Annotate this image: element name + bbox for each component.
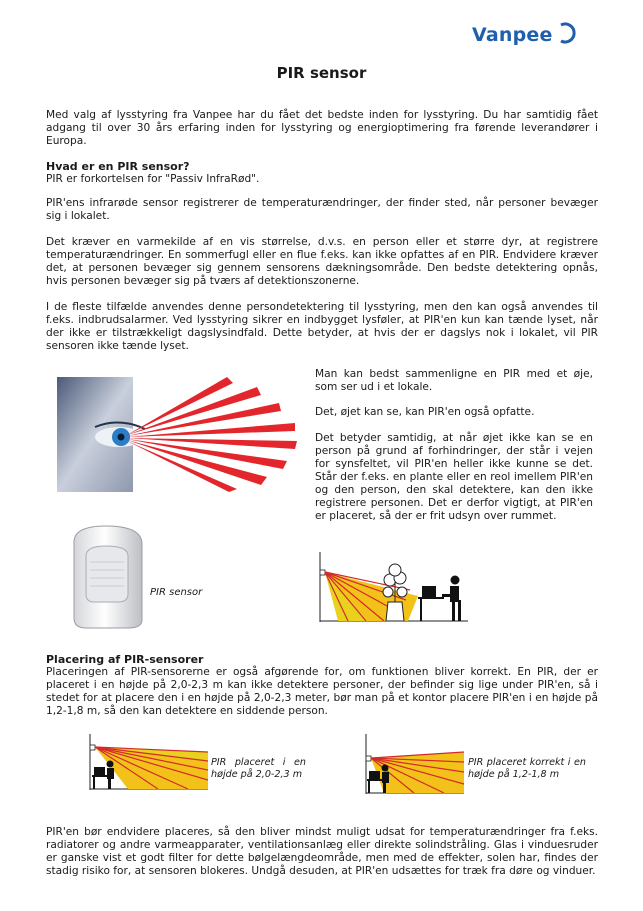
placement-high-diagram	[88, 734, 208, 790]
page-title: PIR sensor	[276, 64, 367, 82]
pir-sensor-icon	[90, 745, 95, 750]
brand-logo	[472, 22, 577, 46]
section2-heading: Placering af PIR-sensorer	[46, 653, 204, 666]
pir-sensor-device	[68, 522, 148, 632]
section1-p1: PIR er forkortelsen for "Passiv InfraRød".	[46, 173, 260, 185]
right-p2: Det, øjet kan se, kan PIR'en også opfatte.	[315, 406, 535, 418]
final-paragraph: PIR'en bør endvidere placeres, så den bliver mindst muligt udsat for temperaturændringer fra f.eks. radiatorer og andre varmeapparater, ventilationsanlæg eller direkte solindstråling. Glas i vinduesruder er ganske vist et godt filter for dette bølgelængdeområde, men med de effekter, solen har, findes der stadig risiko for, at sensoren blokeres. Undgå desuden, at PIR'en udsættes for træk fra døre og vinduer.	[46, 826, 598, 877]
plant-icon	[383, 564, 407, 621]
section1-p2: PIR'ens infrarøde sensor registrerer de temperaturændringer, der finder sted, når personer bevæger sig i lokalet.	[46, 197, 598, 222]
section2-p1: Placeringen af PIR-sensorerne er også afgørende for, om funktionen bliver korrekt. En PIR, der er placeret i en højde på 2,0-2,3 m kan ikke detektere personer, der befinder sig lige under PIR'en, så i stedet for at placere den i en højde på 2,0-2,3 meter, bør man på et kontor placere PIR'en i en højde på 1,2-1,8 m, så den kan detektere en siddende person.	[46, 666, 598, 717]
section1-p4: I de fleste tilfælde anvendes denne persondetektering til lysstyring, men den kan også anvendes til f.eks. indbrudsalarmer. Ved lysstyring sikrer en indbygget lysføler, at PIR'en kun kan tænde lyset, når der ikke er tilstrækkeligt dagslysindfald. Dette betyder, at hvis der er dagslys nok i lokalet, vil PIR sensoren ikke tænde lyset.	[46, 301, 598, 352]
caption-high: PIR placeret i en højde på 2,0-2,3 m	[211, 757, 306, 780]
right-p1: Man kan bedst sammenligne en PIR med et øje, som ser ud i et lokale.	[315, 368, 593, 393]
brand-name: Vanpee	[472, 24, 553, 46]
caption-low: PIR placeret korrekt i en højde på 1,2-1,8 m	[468, 757, 586, 780]
section1-heading: Hvad er en PIR sensor?	[46, 160, 190, 173]
obstruction-diagram	[318, 552, 468, 622]
pir-sensor-icon	[320, 570, 325, 575]
section1-p3: Det kræver en varmekilde af en vis størrelse, d.v.s. en person eller et større dyr, at registrere temperaturændringer. En sommerfugl eller en flue f.eks. kan ikke opfattes af en PIR. Endvidere kræver det, at personen bevæger sig gennem sensorens dækningsområde. Den bedste detektering opnås, hvis personen bevæger sig på tværs af detektionszonerne.	[46, 236, 598, 287]
right-p3: Det betyder samtidig, at når øjet ikke kan se en person på grund af forhindringer, der står i vejen for synsfeltet, vil PIR'en heller ikke kunne se det. Står der f.eks. en plante eller en reol imellem PIR'en og den person, den skal detektere, kan den ikke registrere personen. Det er derfor vigtigt, at PIR'en er placeret, så der er frit udsyn over rummet.	[315, 432, 593, 522]
pir-sensor-icon	[366, 756, 371, 761]
logo-swoosh-icon	[557, 22, 577, 44]
sensor-caption: PIR sensor	[150, 587, 203, 598]
vision-rays	[127, 377, 297, 492]
placement-low-diagram	[364, 734, 464, 794]
person-at-desk-icon	[418, 576, 461, 622]
eye-rays-illustration	[57, 377, 302, 492]
intro-paragraph: Med valg af lysstyring fra Vanpee har du fået det bedste inden for lysstyring. Du har samtidig fået adgang til over 30 års erfaring inden for lysstyring og energioptimering fra førende leverandører i Europa.	[46, 109, 598, 147]
person-at-desk-icon	[92, 761, 114, 790]
